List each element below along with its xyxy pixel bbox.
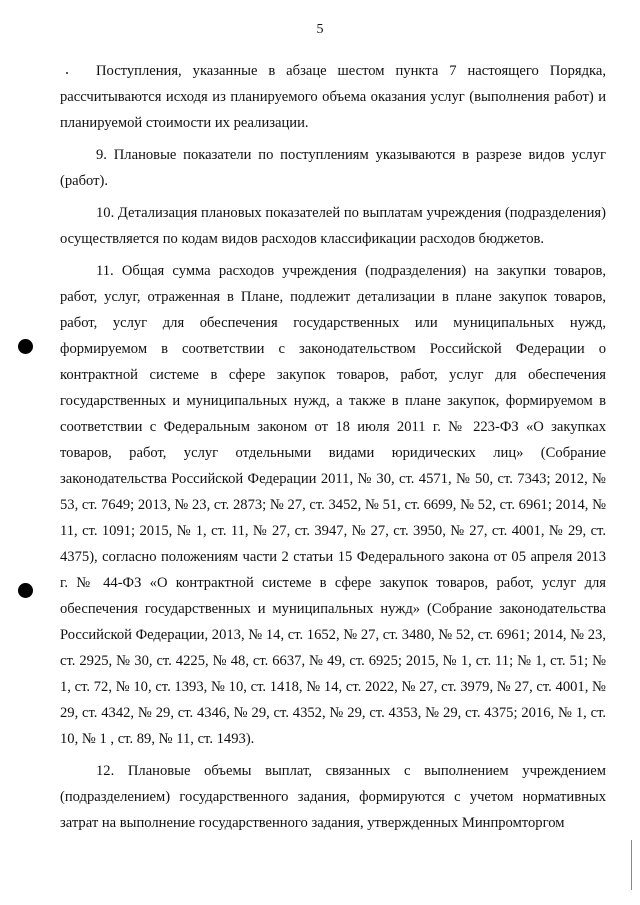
binder-hole-bottom — [18, 583, 33, 598]
document-body — [60, 58, 606, 842]
paragraph-receipts: Поступления, указанные в абзаце шестом пункта 7 настоящего Порядка, рассчитываются исходя из планируемого объема оказания услуг (выполнения работ) и планируемой стоимости их реализации. — [60, 63, 606, 131]
paragraph-11: 11. Общая сумма расходов учреждения (подразделения) на закупки товаров, работ, услуг, отраженная в Плане, подлежит детализации в плане закупок товаров, работ, услуг для обеспечения государственных или муниципальных нужд, формируемом в соответствии с законодательством Российской Федерации о контрактной системе в сфере закупок товаров, работ, услуг для обеспечения государственных и муниципальных нужд, а также в плане закупок, формируемом в соответствии с Федеральным законом от 18 июля 2011 г. № 223-ФЗ «О закупках товаров, работ, услуг отдельными видами юридических лиц» (Собрание законодательства Российской Федерации 2011, № 30, ст. 4571, № 50, ст. 7343; 2012, № 53, ст. 7649; 2013, № 23, ст. 2873; № 27, ст. 3452, № 51, ст. 6699, № 52, ст. 6961; 2014, № 11, ст. 1091; 2015, № 1, ст. 11, № 27, ст. 3947, № 27, ст. 3950, № 27, ст. 4001, № 29, ст. 4375), согласно положениям части 2 статьи 15 Федерального закона от 05 апреля 2013 г. № 44-ФЗ «О контрактной системе в сфере закупок товаров, работ, услуг для обеспечения государственных и муниципальных нужд» (Собрание законодательства Российской Федерации, 2013, № 14, ст. 1652, № 27, ст. 3480, № 52, ст. 6961; 2014, № 23, ст. 2925, № 30, ст. 4225, № 48, ст. 6637, № 49, ст. 6925; 2015, № 1, ст. 11; № 1, ст. 51; № 1, ст. 72, № 10, ст. 1393, № 10, ст. 1418, № 14, ст. 2022, № 27, ст. 3979, № 27, ст. 4001, № 29, ст. 4342, № 29, ст. 4346, № 29, ст. 4352, № 29, ст. 4353, № 29, ст. 4375; 2016, № 1, ст. 10, № 1 , ст. 89, № 11, ст. 1493). — [60, 263, 606, 747]
paragraph-9: 9. Плановые показатели по поступлениям указываются в разрезе видов услуг (работ). — [60, 147, 606, 189]
margin-mark — [631, 840, 632, 890]
page-number: 5 — [316, 22, 324, 37]
paragraph-12: 12. Плановые объемы выплат, связанных с выполнением учреждением (подразделением) государственного задания, формируются с учетом нормативных затрат на выполнение государственного задания, утвержденных Минпромторгом — [60, 763, 606, 831]
binder-hole-top — [18, 339, 33, 354]
paragraph-10: 10. Детализация плановых показателей по выплатам учреждения (подразделения) осуществляется по кодам видов расходов классификации расходов бюджетов. — [60, 205, 606, 247]
